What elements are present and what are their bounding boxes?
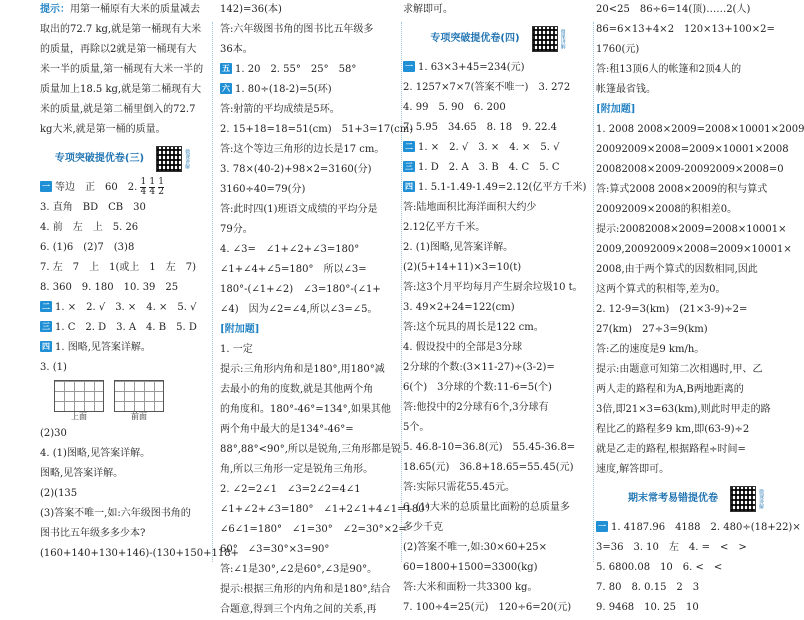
answer-line: 2. (1)图略,见答案详解。 bbox=[403, 242, 514, 253]
answer-line: 六 1. 80÷(18-2)=5(环) bbox=[222, 84, 332, 95]
section-header bbox=[403, 24, 593, 54]
answer-line: ∠1+∠4+∠5=180° 所以∠3= bbox=[220, 264, 367, 275]
section-header bbox=[596, 484, 796, 514]
question-badge: 一 bbox=[42, 182, 50, 191]
answer-line: 去最小的角的度数,就是其他两个角 bbox=[220, 384, 374, 395]
answer-line: 20082008×2009-20092009×2008=0 bbox=[596, 164, 784, 175]
section-title: 期末常考易错提优卷 bbox=[628, 493, 718, 504]
answer-line: ∠6∠1=180° ∠1=30° ∠2=30°×2= bbox=[220, 524, 407, 535]
answer-line: 答:射箭的平均成绩是5环。 bbox=[220, 104, 340, 115]
answer-line: ∠4) 因为∠2=∠4,所以∠3=∠5。 bbox=[220, 304, 378, 315]
fraction: $\frac{1}{4}$ bbox=[149, 177, 156, 197]
answer-line: 合题意,得到三个内角之间的关系,再 bbox=[220, 604, 377, 615]
answer-line: 1. 2008 2008×2009=2008×10001×2009 bbox=[596, 124, 804, 135]
qr-code-icon[interactable] bbox=[532, 26, 558, 52]
answer-line: 答:他投中的2分球有6个,3分球有 bbox=[403, 402, 549, 413]
answer-line: 86=6×13+4×2 120×13+100×2= bbox=[596, 24, 775, 35]
answer-line: 2. ∠2=2∠1 ∠3=2∠2=4∠1 bbox=[220, 484, 361, 495]
question-badge: 二 bbox=[405, 142, 413, 151]
answer-line: 60=1800+1500=3300(kg) bbox=[403, 562, 538, 573]
answer-line: 答:此时四(1)班语文成绩的平均分是 bbox=[220, 204, 378, 215]
question-badge: 三 bbox=[405, 162, 413, 171]
answer-line: 2009,20092009×2008=2009×10001× bbox=[596, 244, 792, 255]
answer-line: (2)答案不唯一,如:30×60+25× bbox=[403, 542, 548, 553]
answer-line: 两个角中最大的是134°-46°= bbox=[220, 424, 354, 435]
extra-questions-label: [附加题] bbox=[596, 104, 636, 115]
section-title: 专项突破提优卷(四) bbox=[430, 33, 520, 44]
column-divider bbox=[593, 22, 594, 562]
question-badge: 六 bbox=[222, 84, 230, 93]
answer-line: 图书比五年级多多少本? bbox=[40, 528, 146, 539]
figure-label: 上面 bbox=[71, 412, 87, 421]
answer-line: 2.12亿平方千米。 bbox=[403, 222, 486, 233]
answer-line: 1. 一定 bbox=[220, 344, 253, 355]
answer-line: 60° ∠3=30°×3=90° bbox=[220, 544, 330, 555]
section-header bbox=[40, 144, 205, 174]
answer-line: 5. 6800.08 10 6. < < bbox=[596, 562, 723, 573]
answer-line: 帐篷最省钱。 bbox=[596, 84, 656, 95]
answer-line: 提示:20082008×2009=2008×10001× bbox=[596, 224, 787, 235]
answer-line: 答:大米和面粉一共3300 kg。 bbox=[403, 582, 538, 593]
answer-line: 二 1. × 2. √ 3. × 4. × 5. √ bbox=[42, 302, 197, 313]
answer-line: 一 等边 正 60 2. $\frac{1}{4}$ $\frac{1}{4}$ $\frac{1}{2}$ bbox=[42, 177, 165, 197]
answer-line: 三 1. C 2. D 3. A 4. B 5. D bbox=[42, 322, 197, 333]
answer-line: 答:六年级图书角的图书比五年级多 bbox=[220, 24, 374, 35]
answer-line: (2)(5+14+11)×3=10(t) bbox=[403, 262, 522, 273]
answer-line: 3160÷40=79(分) bbox=[220, 184, 306, 195]
hint-paragraph: 提示：用第一桶原有大米的质量减去取出的72.7 kg,就是第一桶现有大米的质量，再除以2就是第一桶现有大米一半的质量,第一桶现有大米一半的质量加上18.5 kg,就是第二桶现有大米的质量,就是第二桶里倒入的72.7 kg大米,就是第一桶的质量。 bbox=[40, 4, 204, 135]
answer-line: 答:租13顶6人的帐篷和2顶4人的 bbox=[596, 64, 742, 75]
figure-label: 前面 bbox=[131, 412, 147, 421]
fraction: $\frac{1}{2}$ bbox=[158, 177, 165, 197]
answer-line: 四 1. 5.1-1.49-1.49=2.12(亿平方千米) bbox=[405, 182, 587, 193]
answer-line: 答:这个玩具的周长是122 cm。 bbox=[403, 322, 544, 333]
qr-code-icon[interactable] bbox=[730, 486, 756, 512]
answer-line: (160+140+130+146)-(130+150+118+ bbox=[40, 548, 239, 559]
answer-line: 一 1. 4187.96 4188 2. 480÷(18+22)× bbox=[598, 522, 801, 533]
column-divider bbox=[401, 22, 402, 562]
answer-line: 8. 360 9. 180 10. 39 25 bbox=[40, 282, 179, 293]
answer-line: 27(km) 27÷3=9(km) bbox=[596, 324, 708, 335]
answer-line: 答:陆地面积比海洋面积大约少 bbox=[403, 202, 537, 213]
answer-line: 的角度和。180°-46°=134°,如果其他 bbox=[220, 404, 391, 415]
answer-line: 4. 前 左 上 5. 26 bbox=[40, 222, 139, 233]
answer-line: 提示:根据三角形的内角和是180°,结合 bbox=[220, 584, 391, 595]
answer-line: 7. 100÷4=25(元) 120÷6=20(元) bbox=[403, 602, 572, 613]
column-3 bbox=[403, 0, 593, 613]
answer-line: 20<25 86÷6=14(顶)……2(人) bbox=[596, 4, 751, 15]
answer-line: 答:算式2008 2008×2009的积与算式 bbox=[596, 184, 768, 195]
answer-line: 一 1. 63×3+45=234(元) bbox=[405, 62, 525, 73]
answer-line: (2)30 bbox=[40, 428, 67, 439]
answer-line: 三 1. D 2. A 3. B 4. C 5. C bbox=[405, 162, 560, 173]
view-figures bbox=[40, 380, 205, 422]
answer-line: 6. (1)6 (2)7 (3)8 bbox=[40, 242, 135, 253]
extra-questions-label: [附加题] bbox=[220, 324, 260, 335]
answer-line: 2008,由于两个算式的因数相同,因此 bbox=[596, 264, 758, 275]
question-badge: 五 bbox=[222, 64, 230, 73]
question-badge: 一 bbox=[405, 62, 413, 71]
answer-line: 3. (1) bbox=[40, 362, 67, 373]
answer-line: 多少千克 bbox=[403, 522, 443, 533]
answer-line: (3)答案不唯一,如:六年级图书角的 bbox=[40, 508, 191, 519]
answer-line: 求解即可。 bbox=[403, 4, 453, 15]
answer-line: 3. 直角 BD CB 30 bbox=[40, 202, 146, 213]
answer-line: 79分。 bbox=[220, 224, 253, 235]
answer-line: 2. 12-9=3(km) (21×3-9)÷2= bbox=[596, 304, 748, 315]
answer-line: 4. 假设投中的全部是3分球 bbox=[403, 342, 523, 353]
answer-line: 提示:三角形内角和是180°,用180°减 bbox=[220, 364, 385, 375]
answer-line: 5个。 bbox=[403, 422, 430, 433]
answer-line: 3=36 3. 10 左 4. = < > bbox=[596, 542, 747, 553]
answer-line: 这两个算式的积相等,差为0。 bbox=[596, 284, 726, 295]
answer-line: 180°-(∠1+∠2) ∠3=180°-(∠1+ bbox=[220, 284, 381, 295]
answer-line: 6. (1)大米的总质量比面粉的总质量多 bbox=[403, 502, 570, 513]
answer-line: 88°,88°<90°,所以是锐角,三角形都是锐 bbox=[220, 444, 402, 455]
answer-line: 2. 15+18=18=51(cm) 51+3=17(cm) bbox=[220, 124, 414, 135]
answer-line: 4. 99 5. 90 6. 200 bbox=[403, 102, 506, 113]
answer-line: 7. 左 7 上 1(或上 1 左 7) bbox=[40, 262, 196, 273]
answer-line: 速度,解答即可。 bbox=[596, 464, 670, 475]
answer-line: 3. 49×2+24=122(cm) bbox=[403, 302, 515, 313]
column-divider bbox=[212, 22, 213, 562]
answer-line: 18.65(元) 36.8+18.65=55.45(元) bbox=[403, 462, 574, 473]
answer-line: 2分球的个数:(3×11-27)÷(3-2)= bbox=[403, 362, 555, 373]
answer-line: 3. 78×(40-2)+98×2=3160(分) bbox=[220, 164, 372, 175]
answer-line: 1760(元) bbox=[596, 44, 640, 55]
question-badge: 四 bbox=[405, 182, 413, 191]
fraction: $\frac{1}{4}$ bbox=[140, 177, 147, 197]
answer-line: 答:这个等边三角形的边长是17 cm。 bbox=[220, 144, 385, 155]
answer-line: 二 1. × 2. √ 3. × 4. × 5. √ bbox=[405, 142, 560, 153]
qr-tag: 微课讲解 bbox=[184, 149, 191, 169]
grid-figure bbox=[54, 380, 104, 412]
answer-line: 9. 9468 10. 25 10 bbox=[596, 602, 699, 613]
question-badge: 一 bbox=[598, 522, 606, 531]
section-title: 专项突破提优卷(三) bbox=[54, 153, 145, 164]
answer-line: 答:实际只需花55.45元。 bbox=[403, 482, 515, 493]
answer-line: 2. 1257×7×7(答案不唯一) 3. 272 bbox=[403, 82, 571, 93]
answer-line: 角,所以三角形一定是锐角三角形。 bbox=[220, 464, 374, 475]
answer-line: 答:∠1是30°,∠2是60°,∠3是90°。 bbox=[220, 564, 378, 575]
answer-line: 4. ∠3= ∠1+∠2+∠3=180° bbox=[220, 244, 360, 255]
answer-line: 4. (1)图略,见答案详解。 bbox=[40, 448, 151, 459]
answer-line: 7. 80 8. 0.15 2 3 bbox=[596, 582, 700, 593]
qr-tag: 微课讲解 bbox=[758, 489, 764, 509]
qr-tag: 微课讲解 bbox=[559, 29, 566, 49]
answer-line: 程比乙的路程多9 km,即(63-9)÷2 bbox=[596, 424, 750, 435]
answer-line: 两人走的路程和为A,B两地距离的 bbox=[596, 384, 744, 395]
answer-line: 答:乙的速度是9 km/h。 bbox=[596, 344, 705, 355]
question-badge: 二 bbox=[42, 302, 50, 311]
answer-line: 36本。 bbox=[220, 44, 253, 55]
answer-line: 提示:由题意可知第二次相遇时,甲、乙 bbox=[596, 364, 763, 375]
column-4 bbox=[596, 0, 804, 613]
answer-line: 20092009×2008的积相差0。 bbox=[596, 204, 738, 215]
answer-line: 6(个) 3分球的个数:11-6=5(个) bbox=[403, 382, 552, 393]
answer-line: (2)(135 bbox=[40, 488, 78, 499]
answer-line: 5. 46.8-10=36.8(元) 55.45-36.8= bbox=[403, 442, 576, 453]
qr-code-icon[interactable] bbox=[156, 146, 182, 172]
answer-line: 142)=36(本) bbox=[220, 4, 282, 15]
answer-line: 四 1. 图略,见答案详解。 bbox=[42, 342, 151, 353]
answer-line: 就是乙走的路程,根据路程÷时间= bbox=[596, 444, 746, 455]
question-badge: 三 bbox=[42, 322, 50, 331]
answer-line: ∠1+∠2+∠3=180° ∠1+2∠1+4∠1=180° bbox=[220, 504, 430, 515]
answer-line: 3倍,即21×3=63(km),则此时甲走的路 bbox=[596, 404, 771, 415]
answer-line: 答:这3个月平均每月产生厨余垃圾10 t。 bbox=[403, 282, 583, 293]
grid-figure bbox=[114, 380, 164, 412]
answer-line: 7. 5.95 34.65 8. 18 9. 22.4 bbox=[403, 122, 558, 133]
answer-line: 五 1. 20 2. 55° 25° 58° bbox=[222, 64, 357, 75]
answer-line: 图略,见答案详解。 bbox=[40, 468, 124, 479]
question-badge: 四 bbox=[42, 342, 50, 351]
answer-line: 20092009×2008=2009×10001×2008 bbox=[596, 144, 789, 155]
